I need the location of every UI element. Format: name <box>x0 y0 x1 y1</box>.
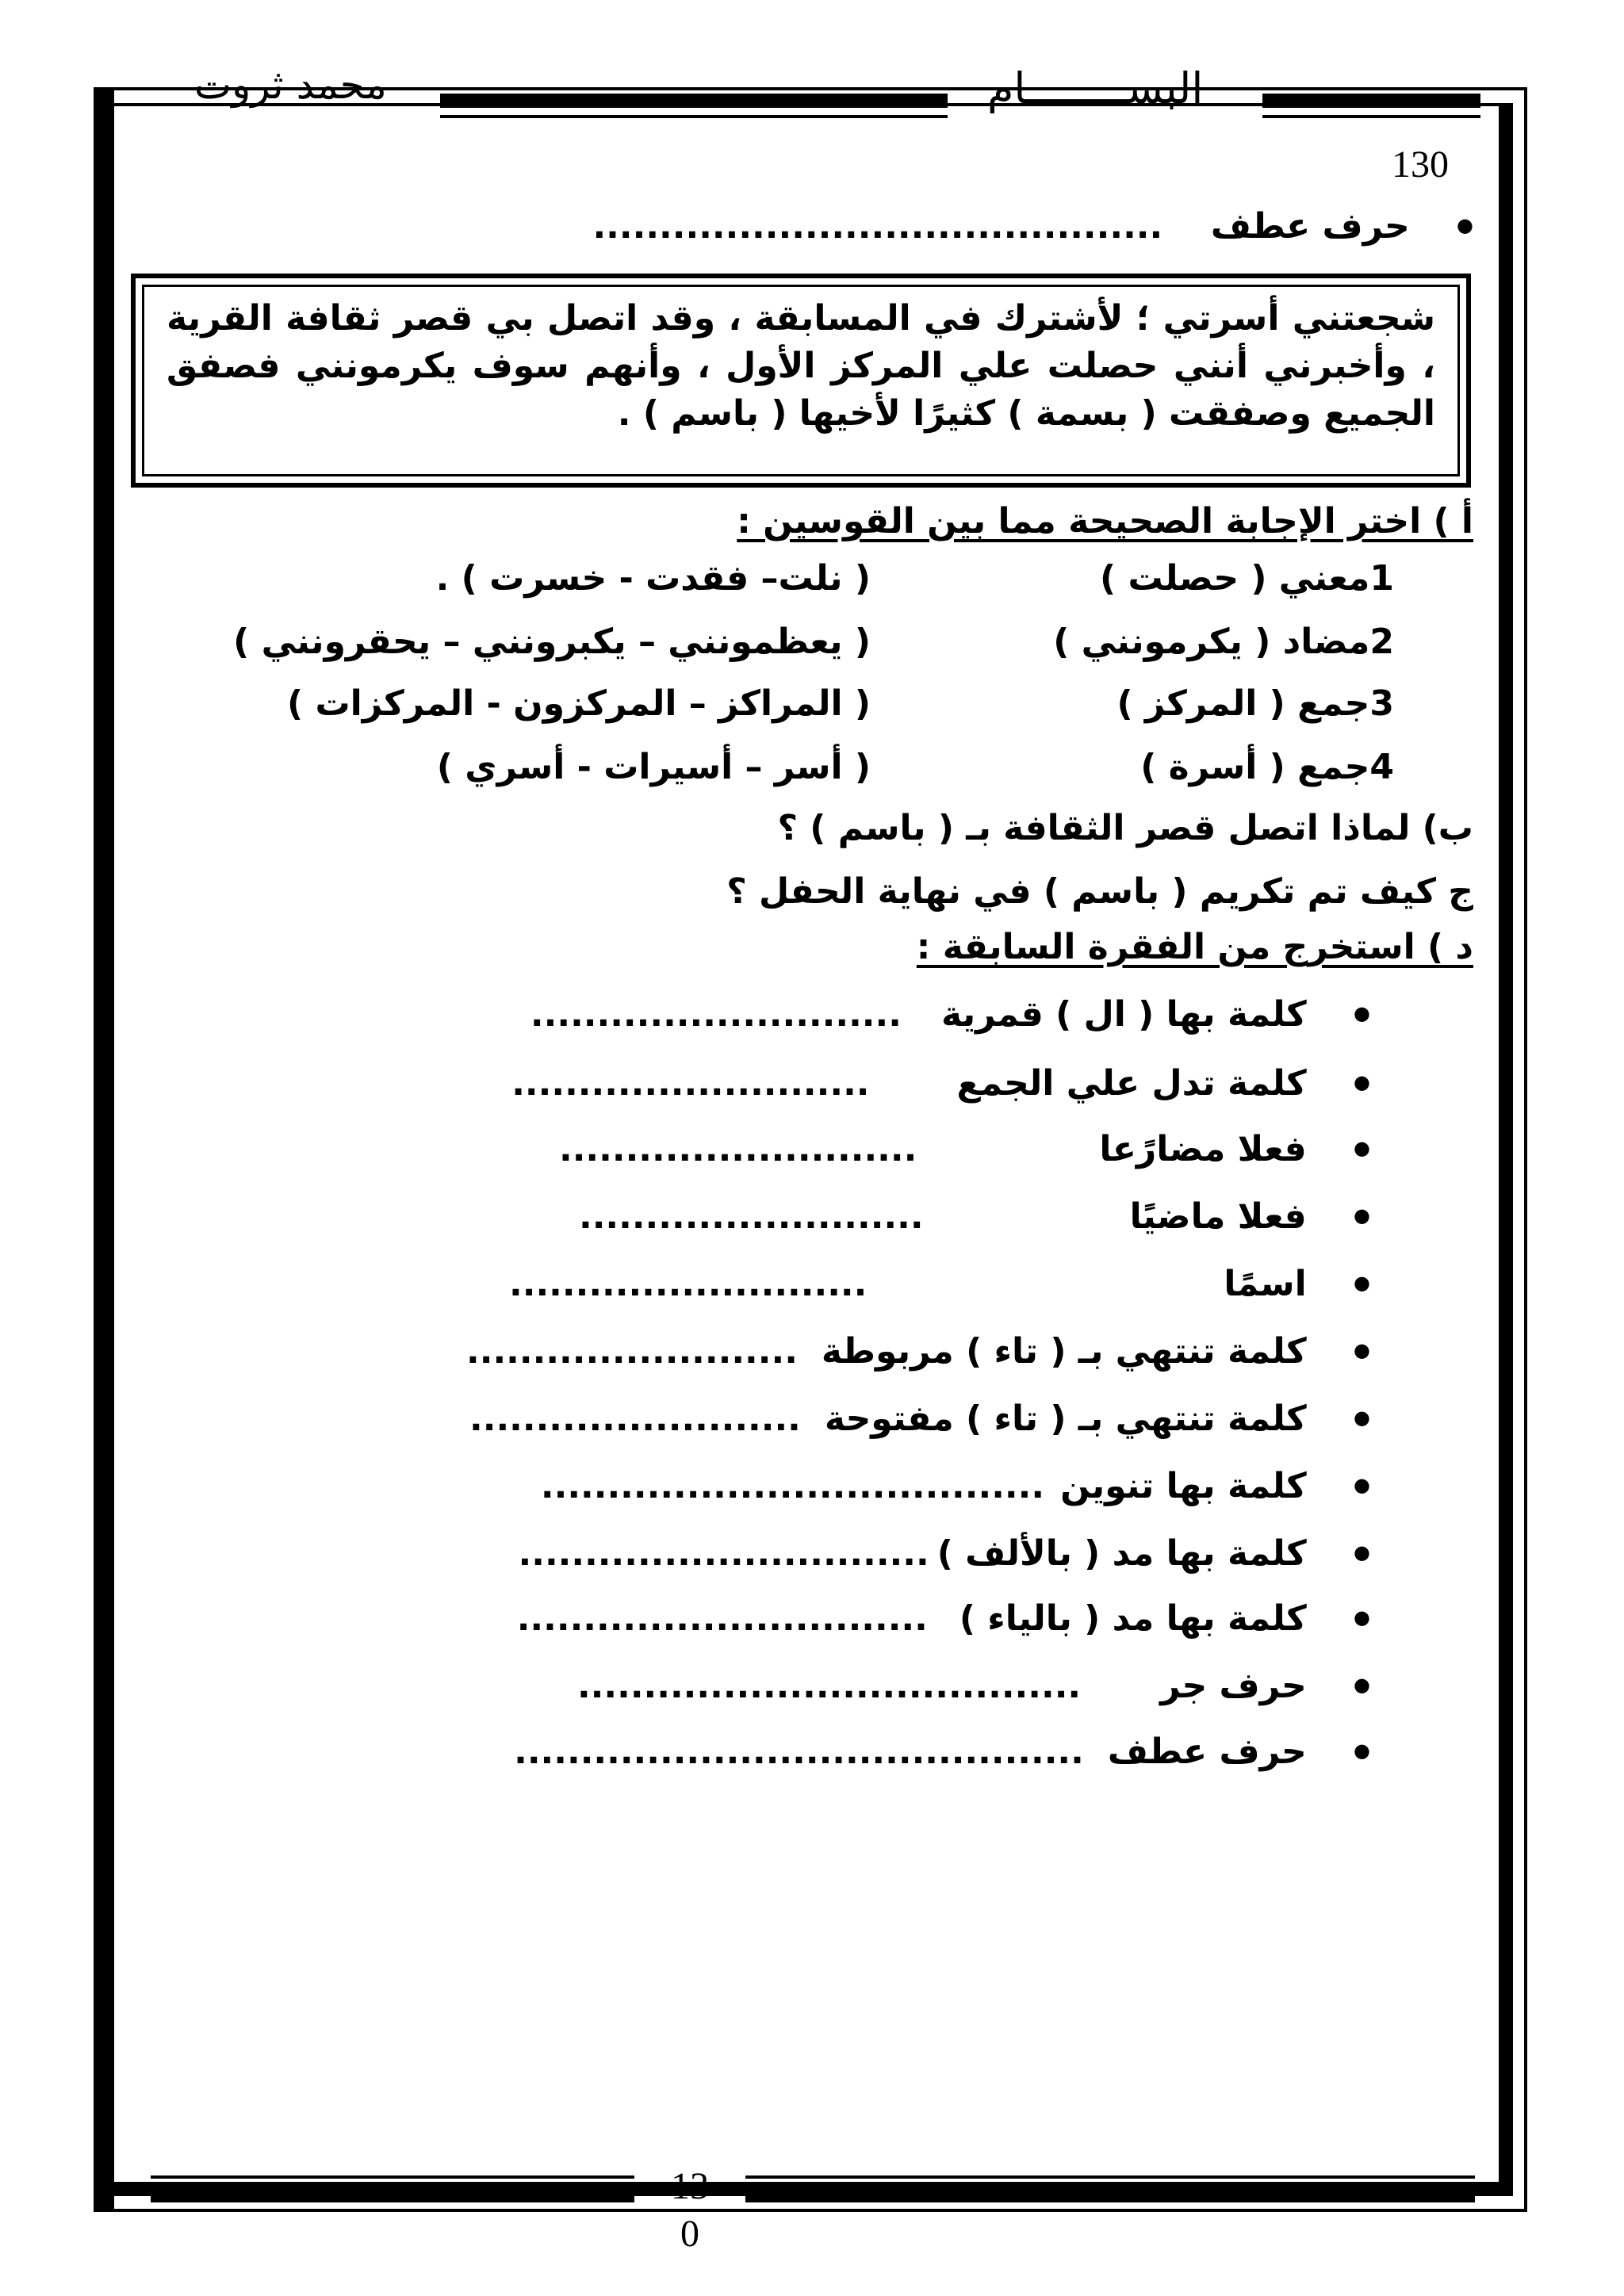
extract-item <box>559 1126 1370 1175</box>
footer-rule-left-thin <box>151 2175 634 2179</box>
item-label: كلمة بها ( ال ) قمرية <box>940 994 1307 1035</box>
extract-item <box>514 1728 1370 1777</box>
question-a1-options: ( نلت– فقدت - خسرت ) . <box>435 558 871 599</box>
question-a2-options: ( يعظمونني – يكبرونني – يحقرونني ) <box>233 622 871 662</box>
answer-blank: ............................ <box>530 994 902 1035</box>
section-d-heading: د ) استخرج من الفقرة السابقة : <box>916 927 1473 967</box>
answer-blank: ...................................... <box>576 1666 1082 1706</box>
item-label: كلمة بها مد ( بالياء ) <box>959 1598 1307 1639</box>
header-title: البســــــــام <box>987 63 1204 113</box>
header-author: محمد ثروت <box>194 62 387 108</box>
question-a3-options: ( المراكز – المركزون - المركزات ) <box>287 683 871 724</box>
section-b-question: ب) لماذا اتصل قصر الثقافة بـ ( باسم ) ؟ <box>777 808 1473 848</box>
question-number: 2 <box>1369 622 1394 662</box>
top-list-item <box>592 203 1473 252</box>
question-a4-options: ( أسر – أسيرات - أسري ) <box>436 747 871 787</box>
item-label: كلمة تنتهي بـ ( تاء ) مفتوحة <box>824 1399 1307 1439</box>
footer-rule-right-thin <box>745 2175 1475 2179</box>
answer-blank: ........................... <box>511 1063 870 1104</box>
answer-blank: ......................... <box>466 1331 798 1372</box>
footer-rule-right <box>745 2188 1475 2202</box>
item-label: حرف عطف <box>1210 206 1410 247</box>
item-label: كلمة تدل علي الجمع <box>956 1063 1307 1104</box>
item-label: كلمة بها تنوين <box>1060 1466 1307 1506</box>
answer-blank: ........................................... <box>514 1732 1084 1772</box>
extract-item <box>519 1530 1370 1579</box>
question-number: 1 <box>1369 558 1394 599</box>
extract-item <box>466 1328 1370 1377</box>
reading-passage: شجعتني أسرتي ؛ لأشترك في المسابقة ، وقد اتصل بي قصر ثقافة القرية ، وأخبرني أنني حصلت علي المركز الأول ، وأنهم سوف يكرمونني فصفق الجميع وصفقت ( بسمة ) كثيرًا لأخيها ( باسم ) . <box>142 285 1460 476</box>
reading-passage-box <box>131 274 1471 488</box>
extract-item <box>579 1193 1370 1242</box>
question-number: 3 <box>1369 683 1394 724</box>
question-a2-prompt: 2مضاد ( يكرمونني ) <box>1053 622 1394 662</box>
footer-rule-left <box>151 2188 634 2202</box>
question-a4-prompt: 4جمع ( أسرة ) <box>1140 747 1394 787</box>
header-rule-right <box>1262 94 1480 108</box>
answer-blank: ........................... <box>559 1129 917 1169</box>
page-number: 130 <box>1392 144 1449 186</box>
extract-item <box>577 1663 1370 1712</box>
answer-blank: ............................... <box>518 1533 929 1574</box>
item-label: اسمًا <box>1224 1264 1307 1304</box>
question-number: 4 <box>1369 747 1394 787</box>
item-label: كلمة تنتهي بـ ( تاء ) مربوطة <box>821 1331 1307 1372</box>
extract-item <box>541 1463 1370 1512</box>
question-a3-prompt: 3جمع ( المركز ) <box>1116 683 1394 724</box>
answer-blank: ........................... <box>509 1264 868 1304</box>
question-a1-prompt: 1معني ( حصلت ) <box>1100 558 1394 599</box>
header-rule-right-thin <box>1262 115 1480 118</box>
extract-item <box>469 1395 1370 1445</box>
answer-blank: ......................... <box>469 1399 801 1439</box>
extract-item <box>530 991 1370 1040</box>
answer-blank: .......................... <box>578 1196 924 1237</box>
answer-blank: ............................... <box>516 1598 928 1639</box>
item-label: حرف عطف <box>1107 1732 1307 1772</box>
item-label: فعلا مضارًعا <box>1099 1129 1307 1169</box>
section-c-question: ج كيف تم تكريم ( باسم ) في نهاية الحفل ؟ <box>726 871 1473 912</box>
item-label: فعلا ماضيًا <box>1129 1196 1307 1237</box>
extract-item <box>509 1261 1370 1310</box>
section-a-heading: أ ) اختر الإجابة الصحيحة مما بين القوسين : <box>737 501 1473 541</box>
extract-item <box>511 1060 1370 1109</box>
item-label: كلمة بها مد ( بالألف ) <box>936 1533 1307 1574</box>
header-rule-left <box>440 94 948 108</box>
footer-page-number: 13 0 <box>671 2165 709 2255</box>
extract-item <box>517 1595 1370 1644</box>
answer-blank: ...................................... <box>540 1466 1045 1506</box>
item-label: حرف جر <box>1160 1666 1307 1706</box>
answer-blank: ........................................... <box>592 206 1163 247</box>
header-rule-left-thin <box>440 115 948 118</box>
